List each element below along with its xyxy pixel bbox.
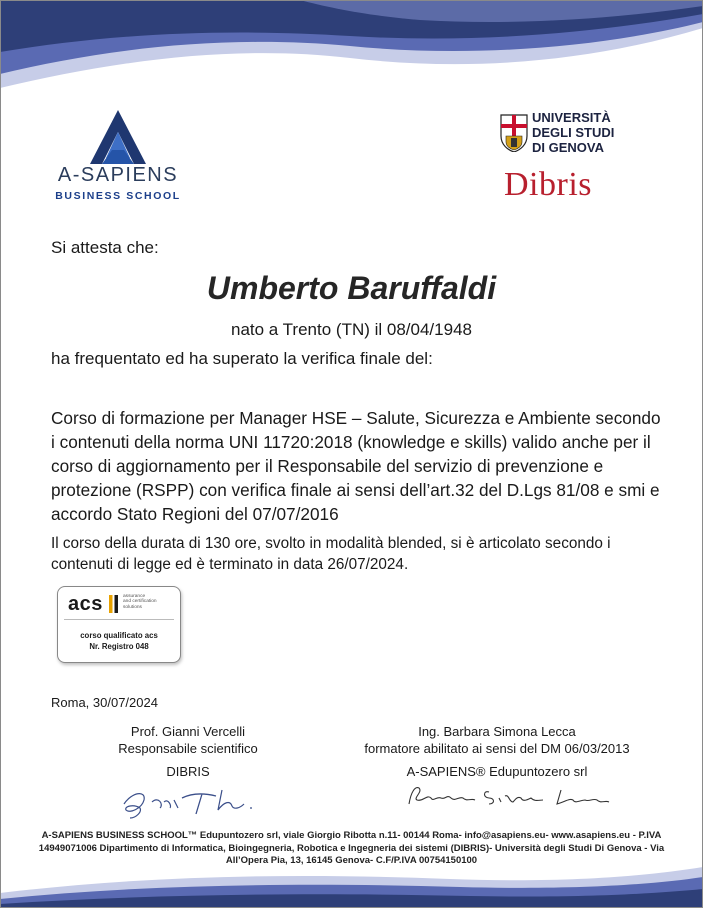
signature-right-icon bbox=[405, 780, 615, 810]
acs-tagline-2: and certification bbox=[123, 599, 157, 605]
asapiens-subtitle: BUSINESS SCHOOL bbox=[55, 190, 181, 202]
signatory-left-role: Responsabile scientifico bbox=[118, 741, 258, 756]
place-date: Roma, 30/07/2024 bbox=[51, 695, 158, 710]
signatory-right-role: formatore abilitato ai sensi del DM 06/03/2013 bbox=[364, 741, 630, 756]
unige-line-1: UNIVERSITÀ bbox=[532, 110, 611, 125]
asapiens-name: A-SAPIENS bbox=[57, 164, 179, 186]
signatory-right-name: Ing. Barbara Simona Lecca bbox=[418, 724, 576, 739]
acs-logo: acs bbox=[68, 593, 103, 615]
signatory-right-org: A-SAPIENS® Edupuntozero srl bbox=[406, 764, 588, 779]
intro-text: Si attesta che: bbox=[51, 238, 159, 257]
acs-bars-icon bbox=[109, 595, 119, 613]
recipient-name: Umberto Baruffaldi bbox=[206, 270, 497, 306]
signatory-left-name: Prof. Gianni Vercelli bbox=[130, 724, 246, 739]
acs-tagline-1: assurance bbox=[123, 594, 146, 599]
acs-tagline-3: solutions bbox=[123, 604, 142, 610]
acs-cert-line-2: Nr. Registro 048 bbox=[89, 642, 149, 651]
signatory-left-org: DIBRIS bbox=[166, 764, 210, 779]
unige-crest-icon bbox=[500, 112, 528, 152]
course-duration: Il corso della durata di 130 ore, svolto in modalità blended, si è articolato secondo i contenuti di legge ed è terminato in data 26/07/2024. bbox=[51, 535, 611, 573]
unige-wordmark bbox=[532, 110, 614, 155]
unige-line-2: DEGLI STUDI bbox=[532, 125, 615, 140]
acs-certification bbox=[58, 630, 180, 652]
dibris-logo: Dibris bbox=[504, 166, 592, 203]
acs-badge bbox=[57, 586, 181, 663]
top-wave-decoration bbox=[0, 0, 703, 105]
footer-legal: A-SAPIENS BUSINESS SCHOOL™ Edupuntozero srl, viale Giorgio Ribotta n.11- 00144 Roma- info@asapiens.eu- www.asapiens.eu - P.IVA 14949071006 Dipartimento di Informatica, Bioingegneria, Robotica e Ingegneria dei sistemi (DIBRIS)- Università degli Studi Di Genova - Via All’Opera Pia, 13, 16145 Genova- C.F/P.IVA 00754150100 bbox=[38, 830, 665, 866]
course-description: Corso di formazione per Manager HSE – Salute, Sicurezza e Ambiente secondo i contenuti della norma UNI 11720:2018 (knowledge e skills) valido anche per il corso di aggiornamento per il Responsabile del servizio di prevenzione e protezione (RSPP) con verifica finale ai sensi dell’art.32 del D.Lgs 81/08 e smi e accordo Stato Regioni del 07/07/2016 bbox=[51, 408, 661, 524]
acs-divider bbox=[64, 619, 174, 620]
attended-text: ha frequentato ed ha superato la verifica finale del: bbox=[51, 349, 433, 368]
birth-info: nato a Trento (TN) il 08/04/1948 bbox=[231, 320, 472, 339]
acs-tagline bbox=[123, 594, 157, 610]
unige-line-3: DI GENOVA bbox=[532, 140, 604, 155]
signatory-left bbox=[88, 723, 288, 757]
acs-cert-line-1: corso qualificato acs bbox=[80, 631, 158, 640]
signature-left-icon bbox=[112, 782, 272, 822]
signatory-right bbox=[350, 723, 644, 757]
